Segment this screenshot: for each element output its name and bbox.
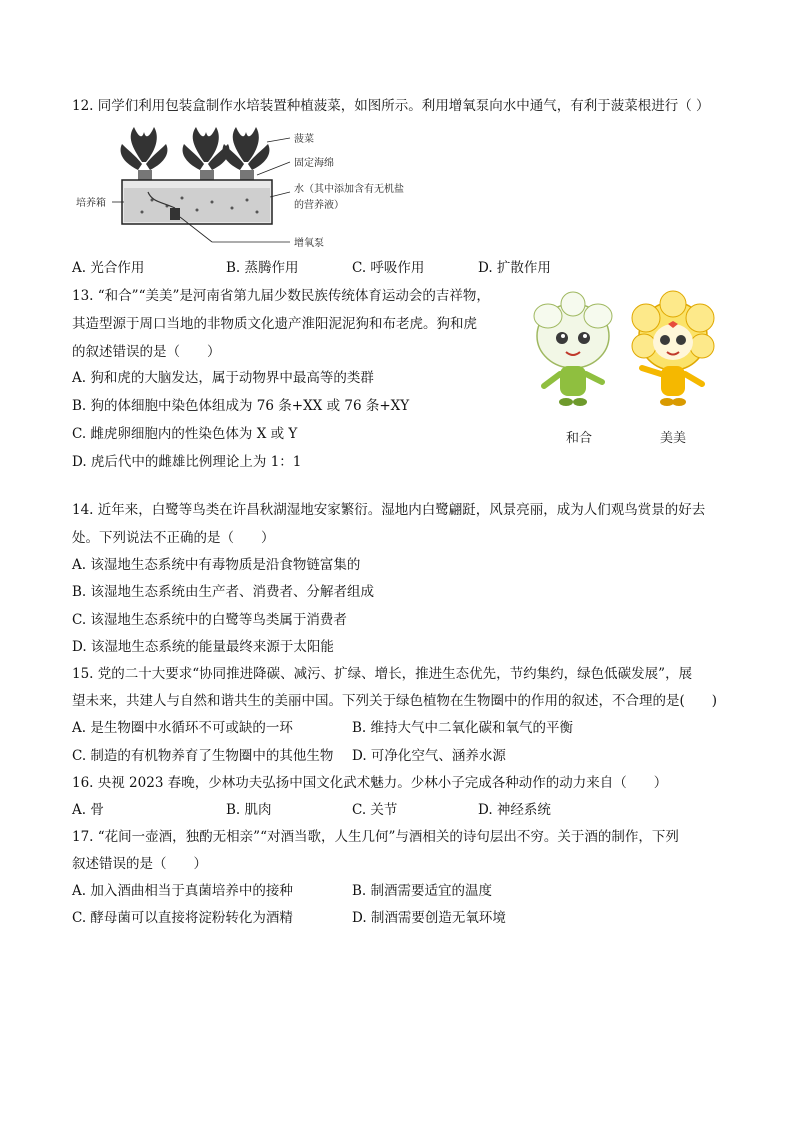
label-sponge: 固定海绵	[294, 158, 334, 169]
q15-option-a: A. 是生物圈中水循环不可或缺的一环	[72, 720, 293, 736]
q15-stem-line1: 15. 党的二十大要求“协同推进降碳、减污、扩绿、增长，推进生态优先，节约集约，绿色低碳发展”，展	[72, 666, 693, 682]
q13-option-d: D. 虎后代中的雌雄比例理论上为 1：1	[72, 454, 302, 470]
q13-option-a: A. 狗和虎的大脑发达，属于动物界中最高等的类群	[72, 370, 374, 386]
q15-stem-line2: 望未来，共建人与自然和谐共生的美丽中国。下列关于绿色植物在生物圈中的作用的叙述，不合理的是( )	[72, 693, 718, 709]
q15-option-d: D. 可净化空气、涵养水源	[352, 748, 506, 764]
q17-option-b: B. 制酒需要适宜的温度	[352, 883, 493, 899]
q14-stem-line2: 处。下列说法不正确的是（ ）	[72, 530, 275, 546]
sponge	[200, 170, 214, 180]
label-water: 水（其中添加含有无机盐	[294, 184, 404, 195]
q12-option-c: C. 呼吸作用	[352, 260, 425, 276]
q14-option-b: B. 该湿地生态系统由生产者、消费者、分解者组成	[72, 584, 375, 600]
mascot-right-caption: 美美	[660, 431, 687, 446]
q15-option-b: B. 维持大气中二氧化碳和氧气的平衡	[352, 720, 574, 736]
sponge	[138, 170, 152, 180]
q16-option-c: C. 关节	[352, 802, 398, 818]
q15-option-c: C. 制造的有机物养育了生物圈中的其他生物	[72, 748, 334, 764]
spinach-plant-icon	[223, 127, 270, 170]
q17-stem-line1: 17. “花间一壶酒，独酌无相亲”“对酒当歌，人生几何”与酒相关的诗句层出不穷。关于酒的制作，下列	[72, 829, 679, 845]
sponge	[240, 170, 254, 180]
mascots-figure	[518, 286, 728, 446]
label-water-2: 的营养液）	[294, 200, 344, 211]
q13-stem-line1: 13. “和合”“美美”是河南省第九届少数民族传统体育运动会的吉祥物，	[72, 288, 490, 304]
mascot-hehe-icon	[534, 292, 612, 406]
oxygen-pump	[170, 208, 180, 220]
label-pump: 增氧泵	[294, 238, 324, 249]
q16-option-b: B. 肌肉	[226, 802, 272, 818]
mascot-left-caption: 和合	[566, 431, 593, 446]
spinach-plant-icon	[121, 127, 168, 170]
q17-stem-line2: 叙述错误的是（ ）	[72, 856, 207, 872]
label-spinach: 菠菜	[294, 134, 314, 145]
q13-option-c: C. 雌虎卵细胞内的性染色体为 X 或 Y	[72, 426, 298, 442]
q14-option-a: A. 该湿地生态系统中有毒物质是沿食物链富集的	[72, 557, 361, 573]
q13-stem-line3: 的叙述错误的是（ ）	[72, 344, 221, 360]
q16-option-a: A. 骨	[72, 802, 104, 818]
q16-option-d: D. 神经系统	[478, 802, 551, 818]
q17-option-a: A. 加入酒曲相当于真菌培养中的接种	[72, 883, 293, 899]
q17-option-c: C. 酵母菌可以直接将淀粉转化为酒精	[72, 910, 293, 926]
q13-stem-line2: 其造型源于周口当地的非物质文化遗产淮阳泥泥狗和布老虎。狗和虎	[72, 316, 477, 332]
q17-option-d: D. 制酒需要创造无氧环境	[352, 910, 506, 926]
q14-stem-line1: 14. 近年来，白鹭等鸟类在许昌秋湖湿地安家繁衍。湿地内白鹭翩跹，风景亮丽，成为人们观鸟赏景的好去	[72, 502, 706, 518]
q13-option-b: B. 狗的体细胞中染色体组成为 76 条+XX 或 76 条+XY	[72, 398, 410, 414]
q12-option-a: A. 光合作用	[72, 260, 145, 276]
hydroponic-figure	[72, 122, 432, 252]
mascot-meimei-icon	[632, 291, 714, 406]
q16-stem: 16. 央视 2023 春晚，少林功夫弘扬中国文化武术魅力。少林小子完成各种动作的动力来自（ ）	[72, 775, 668, 791]
q12-option-b: B. 蒸腾作用	[226, 260, 299, 276]
label-box: 培养箱	[76, 198, 106, 209]
q14-option-c: C. 该湿地生态系统中的白鹭等鸟类属于消费者	[72, 612, 347, 628]
q12-stem: 12. 同学们利用包装盒制作水培装置种植菠菜，如图所示。利用增氧泵向水中通气，有利于菠菜根进行（ ）	[72, 98, 710, 114]
spinach-plant-icon	[183, 127, 230, 170]
q14-option-d: D. 该湿地生态系统的能量最终来源于太阳能	[72, 639, 334, 655]
q12-option-d: D. 扩散作用	[478, 260, 551, 276]
